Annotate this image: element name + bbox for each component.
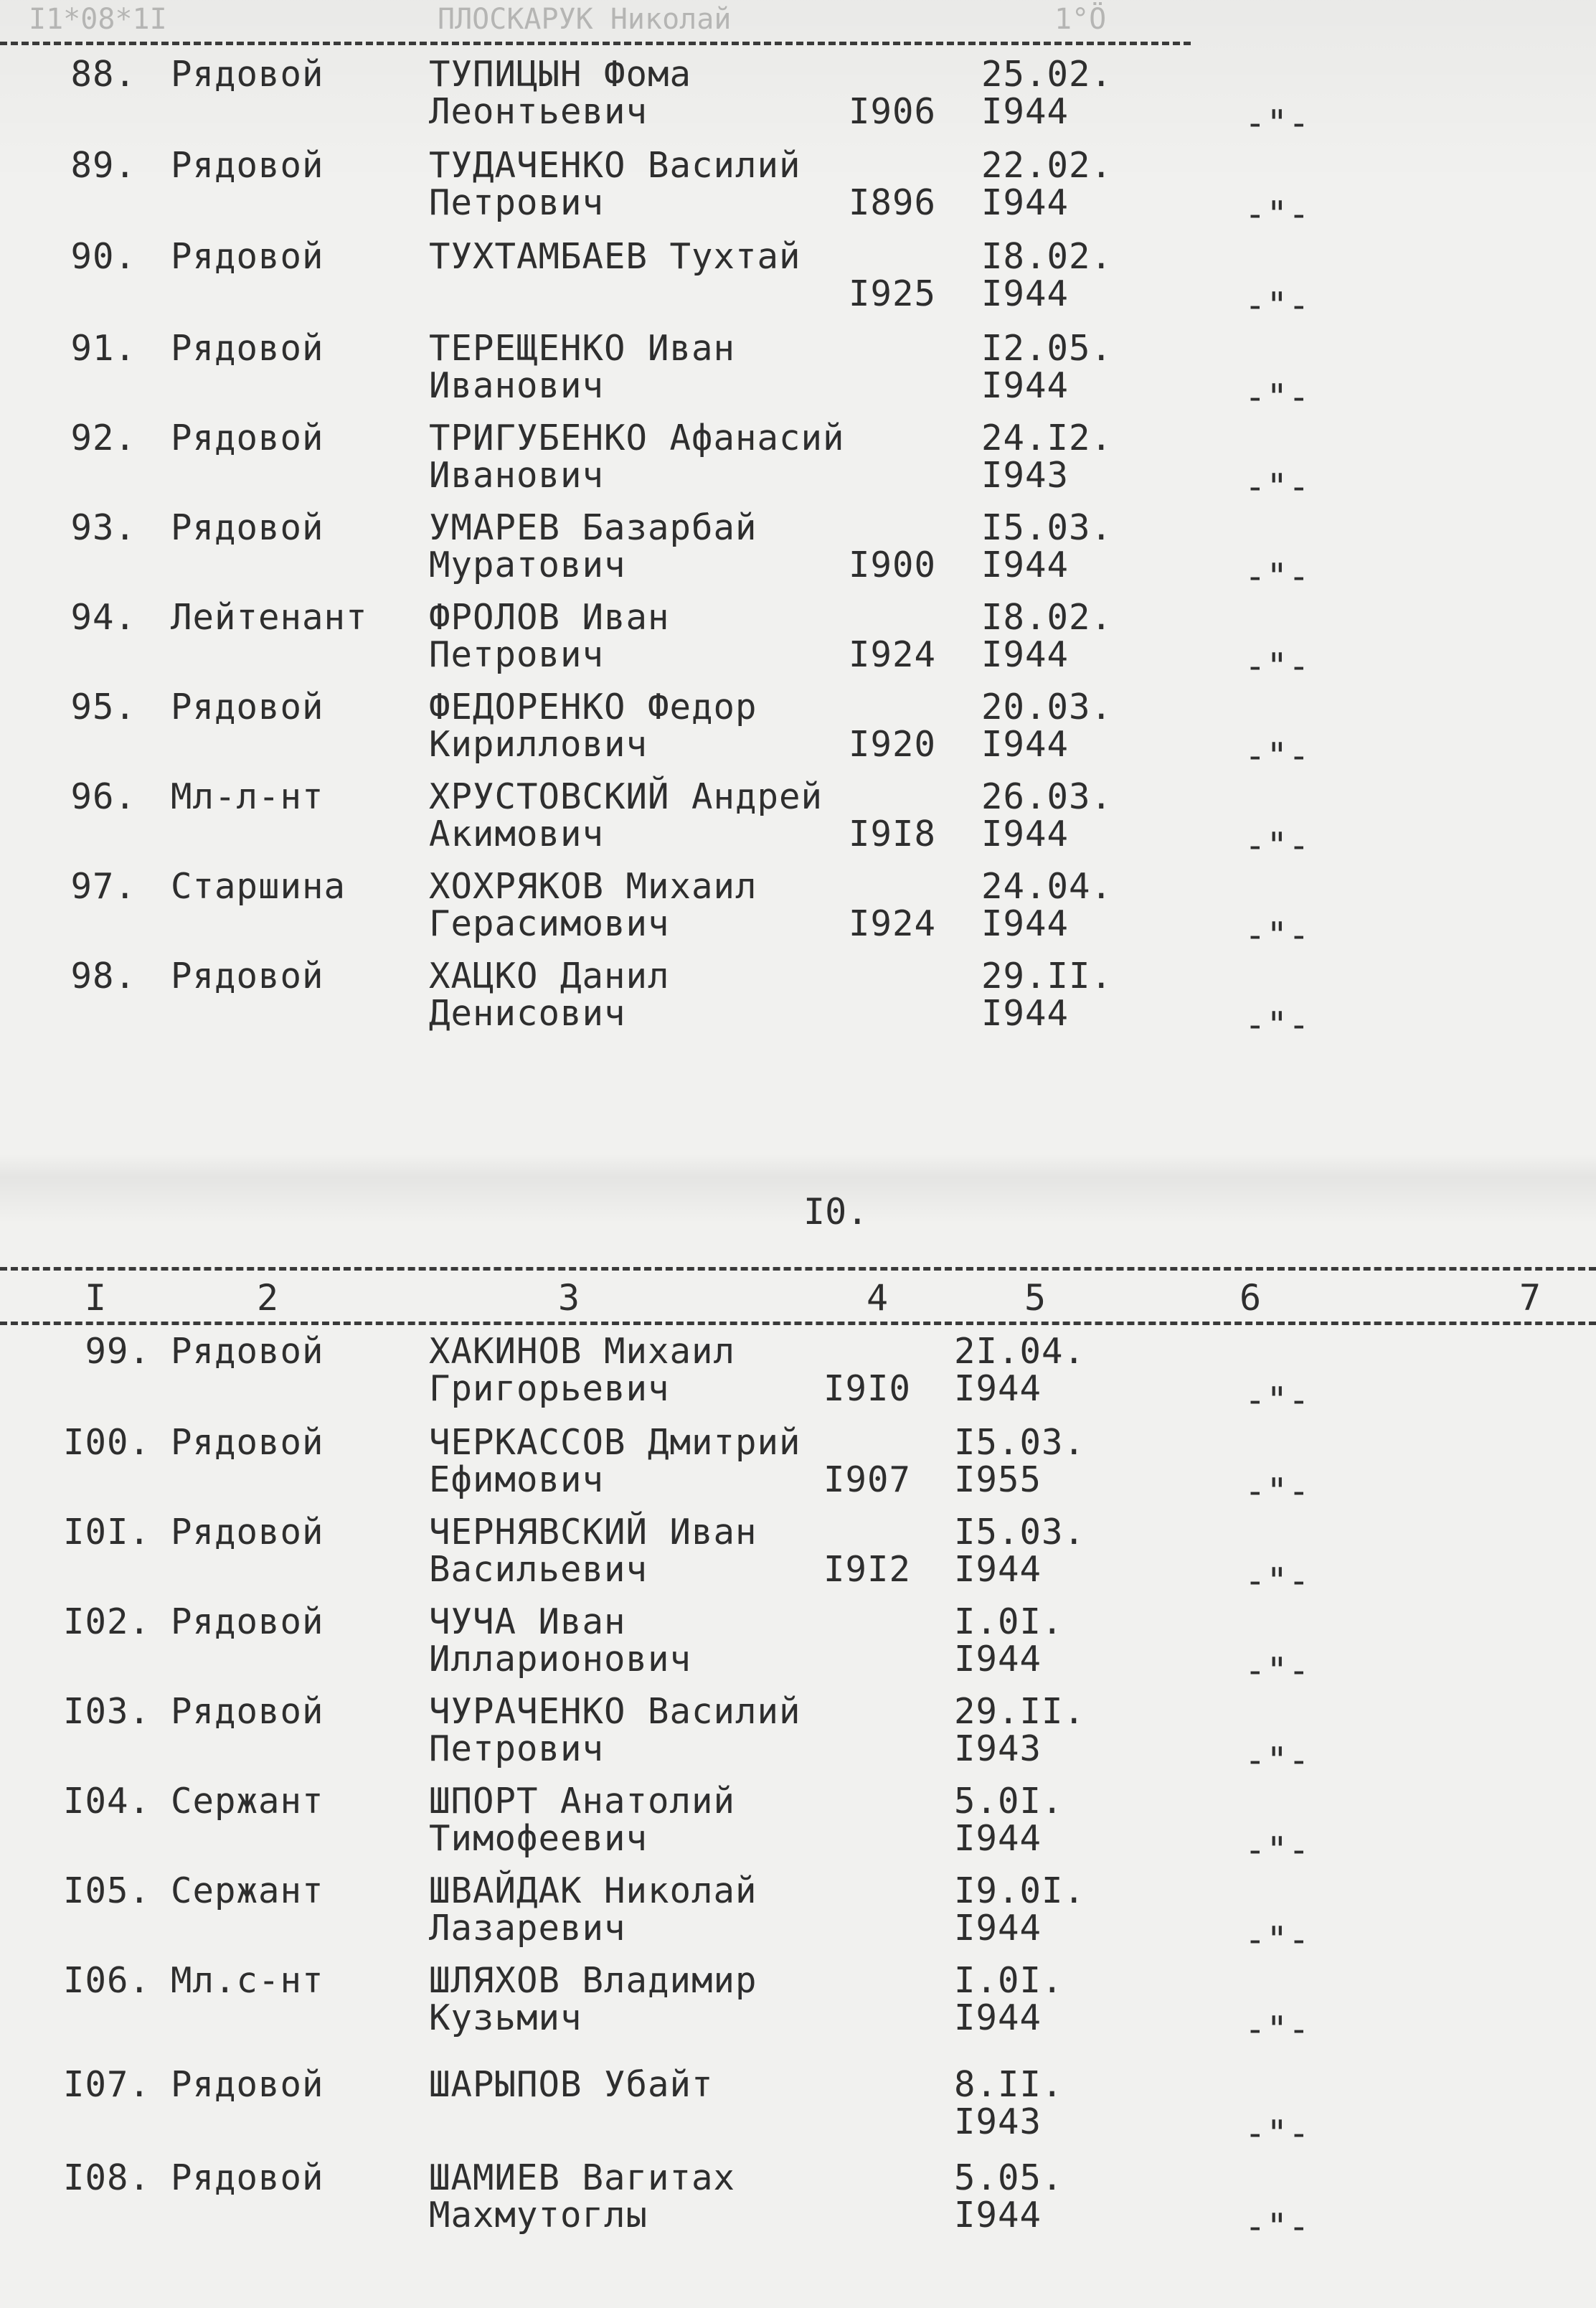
table-row [0, 2066, 1596, 2155]
record-number: I02. [62, 1601, 151, 1642]
record-surname-name: ТУХТАМБАЕВ Тухтай [429, 236, 801, 277]
record-date-day-month: 24.04. [981, 866, 1113, 907]
record-number: 91. [70, 328, 136, 369]
record-status-ditto: -"- [1245, 285, 1311, 326]
record-number: I06. [62, 1960, 151, 2001]
record-status-ditto: -"- [1245, 194, 1311, 235]
record-surname-name: ШЛЯХОВ Владимир [429, 1960, 757, 2001]
record-birth-year: I9I0 [823, 1368, 911, 1409]
record-status-ditto: -"- [1245, 2009, 1311, 2050]
record-surname-name: ФЕДОРЕНКО Федор [429, 687, 757, 727]
record-birth-year: I907 [823, 1459, 911, 1500]
record-date-year: I944 [981, 724, 1069, 765]
record-date-year: I944 [954, 1549, 1042, 1590]
record-rank: Старшина [171, 866, 346, 907]
record-date-year: I944 [981, 634, 1069, 675]
column-header-6: 6 [1240, 1277, 1262, 1319]
record-surname-name: УМАРЕВ Базарбай [429, 507, 757, 548]
table-row [0, 1424, 1596, 1513]
record-date-day-month: I5.03. [981, 507, 1113, 548]
page-number: I0. [803, 1191, 869, 1233]
record-patronymic: Тимофеевич [429, 1818, 648, 1859]
record-rank: Рядовой [171, 236, 324, 277]
record-status-ditto: -"- [1245, 646, 1311, 687]
table-row [0, 778, 1596, 867]
record-date-day-month: I9.0I. [954, 1870, 1086, 1911]
record-date-year: I944 [954, 1368, 1042, 1409]
table-row [0, 1870, 1596, 1961]
record-status-ditto: -"- [1245, 1560, 1311, 1601]
record-date-year: I944 [981, 903, 1069, 944]
record-status-ditto: -"- [1245, 556, 1311, 597]
record-number: 89. [70, 145, 136, 186]
record-rank: Рядовой [171, 328, 324, 369]
record-birth-year: I906 [848, 91, 936, 132]
record-date-day-month: 29.II. [954, 1691, 1086, 1732]
record-date-year: I944 [981, 91, 1069, 132]
record-surname-name: ШВАЙДАК Николай [429, 1870, 757, 1911]
record-patronymic: Кузьмич [429, 1997, 582, 2038]
record-patronymic: Ефимович [429, 1459, 605, 1500]
record-date-year: I944 [981, 993, 1069, 1034]
top-fragment-right: 1°Ö [1054, 3, 1107, 36]
table-row [0, 420, 1596, 509]
record-birth-year: I900 [848, 545, 936, 585]
table-row [0, 147, 1596, 236]
table-row [0, 1603, 1596, 1692]
record-number: I0I. [62, 1512, 151, 1553]
table-row [0, 1514, 1596, 1603]
record-date-year: I944 [954, 2195, 1042, 2236]
record-patronymic: Петрович [429, 182, 605, 223]
record-surname-name: ТЕРЕЩЕНКО Иван [429, 328, 736, 369]
record-number: 90. [70, 236, 136, 277]
record-surname-name: ХРУСТОВСКИЙ Андрей [429, 776, 823, 817]
record-birth-year: I9I2 [823, 1549, 911, 1590]
record-number: I03. [62, 1691, 151, 1732]
record-patronymic: Муратович [429, 545, 626, 585]
record-date-year: I944 [981, 182, 1069, 223]
record-patronymic: Петрович [429, 634, 605, 675]
record-rank: Рядовой [171, 54, 324, 95]
record-status-ditto: -"- [1245, 735, 1311, 776]
record-surname-name: ТУДАЧЕНКО Василий [429, 145, 801, 186]
header-bottom-dash-line [0, 1322, 1596, 1325]
record-date-day-month: 24.I2. [981, 418, 1113, 458]
record-rank: Рядовой [171, 1691, 324, 1732]
record-date-day-month: I8.02. [981, 597, 1113, 638]
record-status-ditto: -"- [1245, 1004, 1311, 1045]
record-rank: Рядовой [171, 507, 324, 548]
record-rank: Рядовой [171, 687, 324, 727]
record-status-ditto: -"- [1245, 103, 1311, 143]
record-patronymic: Кириллович [429, 724, 648, 765]
record-patronymic: Васильевич [429, 1549, 648, 1590]
record-date-day-month: I2.05. [981, 328, 1113, 369]
record-number: 97. [70, 866, 136, 907]
top-fragment-middle: ПЛОСКАРУК Николай [438, 3, 732, 36]
record-date-day-month: 25.02. [981, 54, 1113, 95]
table-row [0, 56, 1596, 145]
record-surname-name: ЧЕРНЯВСКИЙ Иван [429, 1512, 757, 1553]
record-surname-name: ТУПИЦЫН Фома [429, 54, 692, 95]
record-rank: Рядовой [171, 1512, 324, 1553]
record-rank: Рядовой [171, 1422, 324, 1463]
record-number: I04. [62, 1781, 151, 1822]
table-row [0, 868, 1596, 957]
record-patronymic: Денисович [429, 993, 626, 1034]
record-date-year: I955 [954, 1459, 1042, 1500]
record-patronymic: Махмутоглы [429, 2195, 648, 2236]
record-date-year: I943 [954, 2101, 1042, 2142]
top-fragment-left: I1*08*1I [29, 3, 167, 36]
record-number: 99. [85, 1331, 151, 1372]
record-date-day-month: I.0I. [954, 1960, 1064, 2001]
column-header-7: 7 [1519, 1277, 1541, 1319]
record-status-ditto: -"- [1245, 825, 1311, 866]
record-status-ditto: -"- [1245, 377, 1311, 418]
record-birth-year: I925 [848, 273, 936, 314]
record-surname-name: ФРОЛОВ Иван [429, 597, 670, 638]
record-surname-name: ТРИГУБЕНКО Афанасий [429, 418, 845, 458]
record-date-year: I943 [981, 455, 1069, 496]
record-date-year: I944 [954, 1997, 1042, 2038]
record-birth-year: I896 [848, 182, 936, 223]
column-header-4: 4 [867, 1277, 889, 1319]
record-status-ditto: -"- [1245, 1380, 1311, 1421]
record-patronymic: Петрович [429, 1728, 605, 1769]
record-surname-name: ЧУЧА Иван [429, 1601, 626, 1642]
record-patronymic: Илларионович [429, 1639, 692, 1680]
record-rank: Рядовой [171, 1601, 324, 1642]
record-rank: Мл-л-нт [171, 776, 324, 817]
record-status-ditto: -"- [1245, 2113, 1311, 2154]
record-status-ditto: -"- [1245, 2206, 1311, 2247]
record-status-ditto: -"- [1245, 466, 1311, 507]
table-row [0, 1962, 1596, 2051]
table-row [0, 509, 1596, 598]
record-number: 88. [70, 54, 136, 95]
record-patronymic: Герасимович [429, 903, 670, 944]
record-patronymic: Иванович [429, 365, 605, 406]
table-row [0, 958, 1596, 1047]
record-date-day-month: 29.II. [981, 956, 1113, 997]
record-date-day-month: 5.0I. [954, 1781, 1064, 1822]
record-number: 96. [70, 776, 136, 817]
record-rank: Сержант [171, 1870, 324, 1911]
record-date-year: I944 [954, 1818, 1042, 1859]
record-number: 95. [70, 687, 136, 727]
record-date-year: I944 [954, 1639, 1042, 1680]
record-rank: Мл.с-нт [171, 1960, 324, 2001]
table-row [0, 1333, 1596, 1422]
record-rank: Сержант [171, 1781, 324, 1822]
record-rank: Рядовой [171, 1331, 324, 1372]
record-surname-name: ШПОРТ Анатолий [429, 1781, 736, 1822]
top-fragment [29, 3, 1320, 39]
table-row [0, 330, 1596, 419]
table-row [0, 599, 1596, 688]
top-dash-line [0, 42, 1191, 45]
record-number: I05. [62, 1870, 151, 1911]
record-date-day-month: 22.02. [981, 145, 1113, 186]
column-header-3: 3 [558, 1277, 580, 1319]
record-date-day-month: I5.03. [954, 1512, 1086, 1553]
record-surname-name: ХАЦКО Данил [429, 956, 670, 997]
record-status-ditto: -"- [1245, 1829, 1311, 1870]
column-header-1: I [85, 1277, 107, 1319]
record-surname-name: ХАКИНОВ Михаил [429, 1331, 736, 1372]
record-date-year: I944 [981, 814, 1069, 854]
record-date-day-month: 26.03. [981, 776, 1113, 817]
record-date-day-month: 8.II. [954, 2064, 1064, 2105]
record-date-day-month: I.0I. [954, 1601, 1064, 1642]
column-header-5: 5 [1024, 1277, 1047, 1319]
record-birth-year: I9I8 [848, 814, 936, 854]
record-rank: Лейтенант [171, 597, 368, 638]
record-surname-name: ЧЕРКАССОВ Дмитрий [429, 1422, 801, 1463]
record-date-day-month: 5.05. [954, 2157, 1064, 2198]
record-surname-name: ШАМИЕВ Вагитах [429, 2157, 736, 2198]
table-row [0, 2159, 1596, 2248]
record-date-day-month: 2I.04. [954, 1331, 1086, 1372]
table-row [0, 689, 1596, 778]
record-rank: Рядовой [171, 418, 324, 458]
record-status-ditto: -"- [1245, 1740, 1311, 1781]
record-date-day-month: I5.03. [954, 1422, 1086, 1463]
table-row [0, 1783, 1596, 1872]
record-date-year: I944 [981, 365, 1069, 406]
record-status-ditto: -"- [1245, 1471, 1311, 1512]
record-patronymic: Акимович [429, 814, 605, 854]
record-date-day-month: I8.02. [981, 236, 1113, 277]
record-surname-name: ЧУРАЧЕНКО Василий [429, 1691, 801, 1732]
record-rank: Рядовой [171, 2064, 324, 2105]
record-number: 93. [70, 507, 136, 548]
record-number: 92. [70, 418, 136, 458]
record-date-year: I944 [981, 273, 1069, 314]
record-rank: Рядовой [171, 145, 324, 186]
record-status-ditto: -"- [1245, 915, 1311, 956]
table-row [0, 1693, 1596, 1782]
column-header-2: 2 [257, 1277, 279, 1319]
record-patronymic: Леонтьевич [429, 91, 648, 132]
record-patronymic: Иванович [429, 455, 605, 496]
record-date-day-month: 20.03. [981, 687, 1113, 727]
record-status-ditto: -"- [1245, 1919, 1311, 1960]
record-number: I08. [62, 2157, 151, 2198]
record-rank: Рядовой [171, 2157, 324, 2198]
record-patronymic: Лазаревич [429, 1908, 626, 1949]
record-surname-name: ХОХРЯКОВ Михаил [429, 866, 757, 907]
record-date-year: I944 [981, 545, 1069, 585]
record-patronymic: Григорьевич [429, 1368, 670, 1409]
record-birth-year: I920 [848, 724, 936, 765]
record-status-ditto: -"- [1245, 1650, 1311, 1691]
table-row [0, 238, 1596, 327]
record-date-year: I943 [954, 1728, 1042, 1769]
record-surname-name: ШАРЫПОВ Убайт [429, 2064, 714, 2105]
record-birth-year: I924 [848, 903, 936, 944]
record-number: 98. [70, 956, 136, 997]
record-rank: Рядовой [171, 956, 324, 997]
record-number: 94. [70, 597, 136, 638]
record-number: I07. [62, 2064, 151, 2105]
header-top-dash-line [0, 1267, 1596, 1271]
record-date-year: I944 [954, 1908, 1042, 1949]
record-birth-year: I924 [848, 634, 936, 675]
record-number: I00. [62, 1422, 151, 1463]
